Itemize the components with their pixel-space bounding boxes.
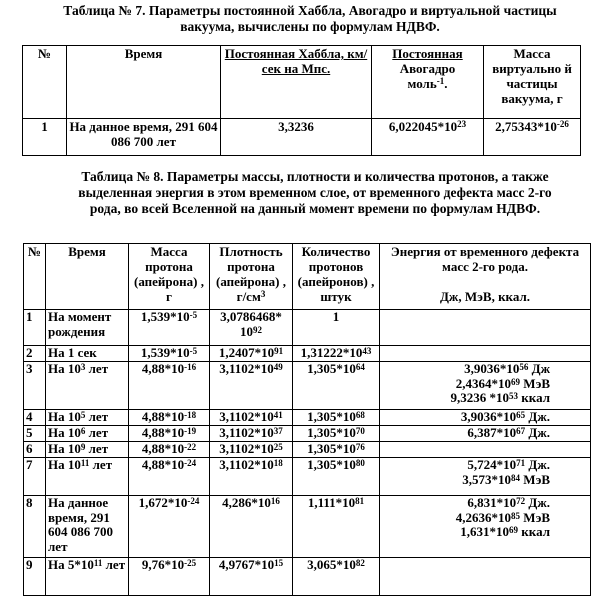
count-base: 3,065*10 <box>307 557 356 572</box>
table-row <box>24 458 591 496</box>
count-base: 1,305*10 <box>307 457 356 472</box>
t7-header-avogadro <box>372 46 484 119</box>
energy-base: 3,9036*10 <box>464 361 520 376</box>
energy-base: 6,387*10 <box>467 425 517 440</box>
count-base: 1,111*10 <box>307 495 356 510</box>
t8-cell-num: 5 <box>24 426 46 442</box>
density-exp: 37 <box>273 426 283 436</box>
count-exp: 81 <box>355 496 365 506</box>
energy-base: 1,631*10 <box>460 524 510 539</box>
t7-header-time: Время <box>67 46 221 119</box>
mass-base: 1,672*10 <box>138 495 188 510</box>
mass-exp: -19 <box>184 426 197 436</box>
t8-cell-energy <box>380 310 591 346</box>
energy-unit: МэВ <box>520 509 550 525</box>
density-base: 3,1102*10 <box>219 457 274 472</box>
t8-cell-time: На данное время, 291 604 086 700 лет <box>46 496 129 558</box>
density-base: 3,0786468* <box>220 309 282 324</box>
t8-cell-density <box>210 346 293 362</box>
energy-unit: МэВ <box>520 471 550 487</box>
density-base: 4,286*10 <box>222 495 271 510</box>
t8-cell-count <box>293 426 380 442</box>
t8-cell-mass <box>129 496 210 558</box>
energy-exp: 56 <box>519 362 529 372</box>
t8-cell-time <box>46 410 129 426</box>
density-exp: 91 <box>274 346 284 356</box>
t8-header-density <box>210 244 293 310</box>
density-base2: 10 <box>240 323 253 339</box>
mass-base: 4,88*10 <box>141 457 185 472</box>
density-base: 4,9767*10 <box>218 557 275 572</box>
count-exp: 68 <box>355 410 365 420</box>
t7-mass-base: 2,75343*10 <box>495 119 557 134</box>
density-base: 3,1102*10 <box>219 425 274 440</box>
t8-cell-density <box>210 362 293 410</box>
count-base: 1 <box>332 309 340 324</box>
density-exp: 18 <box>273 458 283 468</box>
t8-cell-num: 4 <box>24 410 46 426</box>
time-exp: 5 <box>80 410 86 420</box>
t7-header-mass: Масса виртуально й частицы вакуума, г <box>484 46 581 119</box>
t8-header-time: Время <box>46 244 129 310</box>
t8-cell-density <box>210 458 293 496</box>
energy-unit: Дж. <box>525 409 550 424</box>
mass-base: 4,88*10 <box>141 425 185 440</box>
t8-cell-num: 9 <box>24 558 46 596</box>
t8-header-mass: Масса протона (апейрона) , г <box>129 244 210 310</box>
t8-cell-density <box>210 426 293 442</box>
energy-exp: 71 <box>516 458 526 468</box>
density-exp: 49 <box>273 362 283 372</box>
mass-base: 9,76*10 <box>141 557 185 572</box>
t8-cell-num: 1 <box>24 310 46 346</box>
mass-exp: -16 <box>184 362 197 372</box>
t8-cell-time <box>46 458 129 496</box>
t8-cell-mass <box>129 346 210 362</box>
mass-base: 4,88*10 <box>141 409 185 424</box>
t8-cell-count <box>293 442 380 458</box>
count-base: 1,305*10 <box>307 441 356 456</box>
t7-avogadro-tail: . <box>444 76 448 91</box>
energy-exp: 69 <box>509 525 519 535</box>
count-base: 1,305*10 <box>307 425 356 440</box>
time-unit: лет <box>85 409 109 424</box>
table-row <box>24 442 591 458</box>
t8-cell-density <box>210 558 293 596</box>
t7-mass-exp: -26 <box>556 119 569 129</box>
t8-cell-density <box>210 496 293 558</box>
energy-base: 2,4364*10 <box>455 375 512 391</box>
mass-exp: -24 <box>187 496 200 506</box>
t7-avogadro-l2: Авогадро <box>399 61 456 76</box>
mass-exp: -24 <box>184 458 197 468</box>
mass-exp: -5 <box>189 310 198 320</box>
t7-cell-time: На данное время, 291 604 086 700 лет <box>67 119 221 156</box>
energy-unit: Дж. <box>525 425 550 440</box>
energy-unit: ккал <box>518 524 550 539</box>
time-unit: лет <box>102 557 126 572</box>
t8-cell-count <box>293 410 380 426</box>
table-row <box>24 346 591 362</box>
t7-cell-mass <box>484 119 581 156</box>
time-exp: 11 <box>93 558 103 568</box>
energy-base: 5,724*10 <box>467 457 517 472</box>
t8-cell-count <box>293 346 380 362</box>
time-exp: 3 <box>80 362 86 372</box>
table-row <box>24 426 591 442</box>
energy-base: 6,831*10 <box>467 495 517 510</box>
t8-cell-density <box>210 310 293 346</box>
time-exp: 6 <box>80 426 86 436</box>
count-exp: 64 <box>355 362 365 372</box>
t8-cell-time <box>46 442 129 458</box>
t8-header-count: Количество протонов (апейронов) , штук <box>293 244 380 310</box>
t7-header-hubble <box>221 46 372 119</box>
table-row <box>24 410 591 426</box>
table8 <box>23 243 591 596</box>
t8-cell-time <box>46 426 129 442</box>
time-base: На 10 <box>48 425 81 440</box>
time-exp: 11 <box>80 458 90 468</box>
t8-cell-num: 6 <box>24 442 46 458</box>
mass-base: 1,539*10 <box>140 309 190 324</box>
time-unit: лет <box>89 457 113 472</box>
t8-density-exp: 3 <box>260 289 266 299</box>
t8-cell-time: На момент рождения <box>46 310 129 346</box>
t8-cell-count <box>293 362 380 410</box>
density-exp: 25 <box>273 442 283 452</box>
time-unit: лет <box>85 361 109 376</box>
t8-cell-time <box>46 362 129 410</box>
energy-exp: 72 <box>516 496 526 506</box>
density-exp: 16 <box>270 496 280 506</box>
energy-exp: 67 <box>516 426 526 436</box>
mass-exp: -18 <box>184 410 197 420</box>
t8-cell-time: На 1 сек <box>46 346 129 362</box>
energy-exp: 69 <box>511 376 521 387</box>
table-row <box>24 496 591 558</box>
table-row <box>23 119 581 156</box>
count-exp: 80 <box>355 458 365 468</box>
time-base: На 10 <box>48 441 81 456</box>
energy-exp: 84 <box>511 472 521 483</box>
t8-cell-num: 2 <box>24 346 46 362</box>
t8-cell-mass <box>129 458 210 496</box>
energy-unit: Дж. <box>525 495 550 510</box>
energy-unit: МэВ <box>520 375 550 391</box>
t8-cell-mass <box>129 410 210 426</box>
table-row <box>24 310 591 346</box>
energy-base: 3,9036*10 <box>460 409 517 424</box>
mass-base: 4,88*10 <box>141 441 185 456</box>
t8-cell-mass <box>129 310 210 346</box>
energy-exp: 65 <box>516 410 526 420</box>
t7-cell-avogadro <box>372 119 484 156</box>
table7-caption: Таблица № 7. Параметры постоянной Хаббла, Авогадро и виртуальной частицы вакуума, вычислены по формулам НДВФ. <box>63 3 557 34</box>
time-base: На 10 <box>48 409 81 424</box>
table-row <box>24 362 591 410</box>
density-exp: 15 <box>274 558 284 568</box>
t8-cell-energy <box>380 426 591 442</box>
table-row <box>24 558 591 596</box>
t8-cell-energy <box>380 496 591 558</box>
t8-cell-energy <box>380 362 591 410</box>
count-exp: 43 <box>362 346 372 356</box>
t8-cell-num: 8 <box>24 496 46 558</box>
t7-cell-hubble: 3,3236 <box>221 119 372 156</box>
mass-base: 4,88*10 <box>141 361 185 376</box>
density-exp: 92 <box>253 324 262 335</box>
t7-avogadro-l1: Постоянная <box>392 46 463 61</box>
t7-avogadro-base: 6,022045*10 <box>388 119 458 134</box>
t8-cell-density <box>210 442 293 458</box>
t8-cell-count <box>293 458 380 496</box>
time-unit: лет <box>85 441 109 456</box>
t7-hubble-label: Постоянная Хаббла, км/сек на Мпс. <box>224 46 368 76</box>
t8-cell-mass <box>129 362 210 410</box>
time-base: На 5*10 <box>48 557 94 572</box>
density-base: 1,2407*10 <box>218 345 275 360</box>
t8-header-num: № <box>24 244 46 310</box>
t8-cell-energy <box>380 442 591 458</box>
time-exp: 9 <box>80 442 86 452</box>
t8-cell-energy <box>380 458 591 496</box>
count-exp: 76 <box>355 442 365 452</box>
density-base: 3,1102*10 <box>219 361 274 376</box>
count-base: 1,305*10 <box>307 361 356 376</box>
t8-cell-mass <box>129 558 210 596</box>
t7-avogadro-val-exp: 23 <box>457 119 467 129</box>
table7-header-row <box>23 46 581 119</box>
density-base: 3,1102*10 <box>219 441 274 456</box>
t8-energy-units: Дж, МэВ, ккал. <box>439 289 531 304</box>
t8-cell-count <box>293 496 380 558</box>
t8-cell-mass <box>129 442 210 458</box>
mass-exp: -22 <box>184 442 197 452</box>
density-exp: 41 <box>273 410 283 420</box>
t8-cell-time <box>46 558 129 596</box>
t8-cell-energy <box>380 558 591 596</box>
count-base: 1,31222*10 <box>300 345 363 360</box>
count-exp: 70 <box>355 426 365 436</box>
density-base: 3,1102*10 <box>219 409 274 424</box>
energy-base: 3,573*10 <box>462 471 512 487</box>
mass-exp: -5 <box>189 346 198 356</box>
t8-cell-mass <box>129 426 210 442</box>
energy-exp: 53 <box>509 391 519 401</box>
t8-cell-energy <box>380 346 591 362</box>
t7-cell-num: 1 <box>23 119 67 156</box>
energy-base: 4,2636*10 <box>455 509 512 525</box>
energy-base: 9,3236 *10 <box>450 390 510 405</box>
t8-cell-energy <box>380 410 591 426</box>
t8-cell-count <box>293 310 380 346</box>
energy-unit: Дж. <box>525 457 550 472</box>
mass-base: 1,539*10 <box>140 345 190 360</box>
t8-cell-num: 3 <box>24 362 46 410</box>
t8-cell-num: 7 <box>24 458 46 496</box>
energy-unit: ккал <box>518 390 550 405</box>
t7-avogadro-l3: моль <box>407 76 437 91</box>
t8-energy-title: Энергия от временного дефекта масс 2-го рода. <box>390 244 580 274</box>
t8-header-energy <box>380 244 591 310</box>
table8-header-row <box>24 244 591 310</box>
t7-avogadro-exp: -1 <box>436 76 445 86</box>
t7-header-num: № <box>23 46 67 119</box>
t8-cell-count <box>293 558 380 596</box>
time-unit: лет <box>85 425 109 440</box>
time-base: На 10 <box>48 457 81 472</box>
count-base: 1,305*10 <box>307 409 356 424</box>
energy-exp: 85 <box>511 510 521 521</box>
table8-caption: Таблица № 8. Параметры массы, плотности и количества протонов, а также выделенная энергия в этом временном слое, от временного дефекта масс 2-го рода, во всей Вселенной на данный момент времени по формулам НДВФ. <box>78 169 552 216</box>
mass-exp: -25 <box>184 558 197 568</box>
t8-density-label: Плотность протона (апейрона) , г/см <box>216 244 286 304</box>
time-base: На 10 <box>48 361 81 376</box>
table7 <box>22 45 581 156</box>
energy-unit: Дж <box>528 361 550 376</box>
table8-body <box>24 310 591 596</box>
count-exp: 82 <box>355 558 365 568</box>
t8-cell-density <box>210 410 293 426</box>
